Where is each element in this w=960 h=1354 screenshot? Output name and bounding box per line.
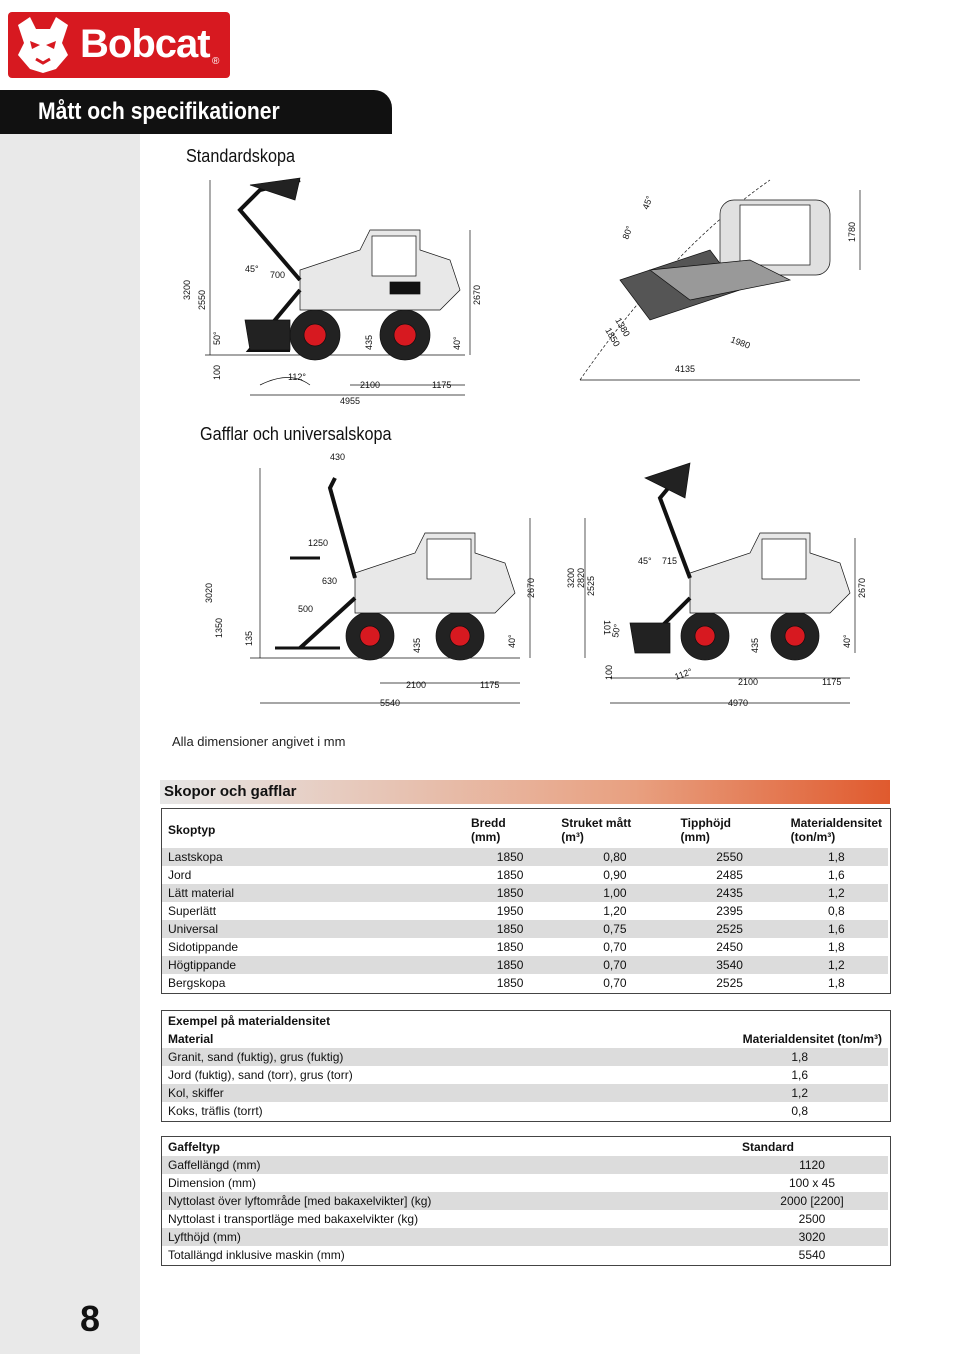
dim-label: 40°	[507, 634, 517, 648]
bucket-width: 1850	[496, 940, 524, 954]
bucket-density: 0,8	[827, 904, 845, 918]
bucket-name: Lastskopa	[168, 850, 223, 864]
dimensions-note: Alla dimensioner angivet i mm	[172, 734, 346, 749]
dim-label: 700	[270, 270, 286, 280]
table-row	[162, 1246, 888, 1264]
materials-header-density: Materialdensitet (ton/m³)	[742, 1032, 882, 1046]
dim-label: 3200	[566, 567, 576, 588]
table-row	[162, 1156, 888, 1174]
bucket-density: 1,6	[827, 922, 845, 936]
table-row	[162, 920, 888, 938]
buckets-header-row	[162, 812, 888, 848]
fork-spec-value: 3020	[798, 1230, 826, 1244]
bucket-volume: 0,70	[603, 976, 627, 990]
left-margin-strip	[0, 134, 140, 1354]
material-name: Koks, träflis (torrt)	[168, 1104, 263, 1118]
bucket-volume: 0,80	[603, 850, 627, 864]
materials-header-material: Material	[168, 1032, 214, 1046]
fork-spec-name: Nyttolast över lyftområde [med bakaxelvikter] (kg)	[168, 1194, 432, 1208]
bucket-dump: 2550	[716, 850, 743, 864]
table-row	[162, 866, 888, 884]
dim-label: 5540	[380, 698, 401, 708]
bobcat-logo	[8, 12, 230, 78]
page-header	[0, 0, 960, 88]
dim-label: 2820	[576, 567, 586, 588]
dim-label: 1250	[308, 538, 329, 548]
fork-spec-name: Nyttolast i transportläge med bakaxelvikter (kg)	[168, 1212, 419, 1226]
dim-label: 1980	[729, 334, 752, 351]
dim-label: 2100	[406, 680, 427, 690]
dim-label: 112°	[288, 372, 306, 382]
bucket-volume: 0,70	[603, 940, 627, 954]
dim-label: 2670	[526, 577, 536, 598]
material-name: Granit, sand (fuktig), grus (fuktig)	[168, 1050, 344, 1064]
bobcat-head-icon	[12, 15, 74, 75]
table-row	[162, 1210, 888, 1228]
bucket-name: Jord	[168, 868, 192, 882]
dim-label: 45°	[638, 556, 652, 566]
material-name: Kol, skiffer	[168, 1086, 224, 1100]
fork-spec-value: 100 x 45	[788, 1176, 836, 1190]
table-row	[162, 1228, 888, 1246]
dim-label: 630	[322, 576, 338, 586]
dim-label: 435	[750, 637, 760, 653]
dim-label: 1780	[847, 221, 857, 242]
bucket-width: 1850	[496, 886, 524, 900]
dim-label: 715	[662, 556, 678, 566]
fork-spec-value: 1120	[799, 1158, 825, 1172]
dim-label: 2100	[360, 380, 381, 390]
dim-label: 2525	[586, 575, 596, 596]
fork-spec-name: Totallängd inklusive maskin (mm)	[168, 1248, 345, 1262]
dim-label: 80°	[620, 224, 635, 241]
bucket-name: Lätt material	[168, 886, 235, 900]
table-row	[162, 956, 888, 974]
bucket-width: 1850	[496, 922, 524, 936]
bucket-density: 1,2	[827, 958, 845, 972]
bucket-name: Universal	[168, 922, 219, 936]
bucket-volume: 1,00	[603, 886, 627, 900]
dim-label: 1350	[214, 617, 224, 638]
table-row	[162, 1192, 888, 1210]
bucket-volume: 0,90	[603, 868, 627, 882]
dim-label: 112°	[673, 666, 694, 682]
table-row	[162, 1102, 888, 1120]
material-density: 0,8	[791, 1104, 808, 1118]
forks-table	[162, 1138, 888, 1264]
bucket-density: 1,8	[827, 976, 845, 990]
dim-label: 430	[330, 452, 346, 462]
dim-label: 500	[298, 604, 314, 614]
dim-label: 2670	[857, 577, 867, 598]
header-density: Materialdensitet (ton/m³)	[790, 816, 882, 844]
bucket-width: 1850	[496, 868, 524, 882]
dim-label: 2100	[738, 677, 759, 687]
material-density: 1,8	[791, 1050, 808, 1064]
bucket-dump: 2450	[716, 940, 743, 954]
bucket-dump: 2525	[716, 922, 743, 936]
dim-label: 3200	[182, 279, 192, 300]
dim-label: 2550	[197, 289, 207, 310]
header-volume: Struket mått (m³)	[561, 816, 632, 844]
dim-label: 3020	[204, 582, 214, 603]
fork-spec-value: 2000 [2200]	[780, 1194, 844, 1208]
buckets-title: Skopor och gafflar	[164, 783, 297, 800]
fork-spec-name: Lyfthöjd (mm)	[168, 1230, 241, 1244]
bucket-name: Högtippande	[168, 958, 237, 972]
table-row	[162, 902, 888, 920]
dim-label: 1850	[603, 326, 622, 349]
bucket-name: Sidotippande	[168, 940, 239, 954]
material-name: Jord (fuktig), sand (torr), grus (torr)	[168, 1068, 353, 1082]
bucket-density: 1,6	[827, 868, 845, 882]
bucket-width: 1950	[496, 904, 524, 918]
bucket-density: 1,8	[827, 850, 845, 864]
bucket-volume: 0,70	[603, 958, 627, 972]
bucket-dump: 3540	[716, 958, 743, 972]
dim-label: 1380	[613, 316, 632, 339]
dim-label: 4135	[675, 364, 696, 374]
material-density: 1,2	[791, 1086, 808, 1100]
brand-name: Bobcat	[80, 22, 210, 66]
bucket-name: Superlätt	[168, 904, 217, 918]
dim-label: 50°	[610, 623, 623, 639]
dim-label: 40°	[842, 634, 852, 648]
bucket-dump: 2395	[716, 904, 743, 918]
dim-label: 40°	[452, 336, 462, 350]
dim-label: 2670	[472, 284, 482, 305]
standard-bucket-diagram	[150, 170, 870, 410]
dim-label: 1175	[480, 680, 500, 690]
table-row	[162, 1048, 888, 1066]
table-row	[162, 884, 888, 902]
forks-header-type: Gaffeltyp	[168, 1140, 221, 1154]
bucket-width: 1850	[496, 976, 524, 990]
section-title-standard: Standardskopa	[186, 146, 295, 166]
table-row	[162, 1174, 888, 1192]
dim-label: 4955	[340, 396, 361, 406]
title-bar	[0, 90, 392, 134]
bucket-volume: 0,75	[603, 922, 627, 936]
forks-bucket-diagram	[190, 448, 870, 710]
dim-label: 135	[244, 630, 254, 646]
materials-table	[162, 1012, 888, 1120]
table-row	[162, 938, 888, 956]
dim-label: 4970	[728, 698, 749, 708]
dim-label: 1175	[822, 677, 842, 687]
bucket-name: Bergskopa	[168, 976, 226, 990]
dim-label: 435	[412, 637, 422, 653]
table-row	[162, 848, 888, 866]
buckets-table	[162, 812, 888, 992]
bucket-width: 1850	[496, 850, 524, 864]
bucket-dump: 2525	[716, 976, 743, 990]
dim-label: 50°	[212, 331, 222, 345]
header-dump: Tipphöjd (mm)	[680, 816, 731, 844]
page-title: Mått och specifikationer	[38, 98, 280, 125]
table-row	[162, 1066, 888, 1084]
header-type: Skoptyp	[168, 823, 216, 837]
forks-header-std: Standard	[742, 1140, 795, 1154]
bucket-density: 1,8	[827, 940, 845, 954]
header-width: Bredd (mm)	[471, 816, 506, 844]
fork-spec-name: Gaffellängd (mm)	[168, 1158, 261, 1172]
fork-spec-name: Dimension (mm)	[168, 1176, 257, 1190]
fork-spec-value: 5540	[798, 1248, 826, 1262]
bucket-dump: 2485	[716, 868, 743, 882]
bucket-volume: 1,20	[603, 904, 627, 918]
buckets-title-bar	[160, 780, 890, 804]
section-title-forks: Gafflar och universalskopa	[200, 424, 392, 444]
bucket-dump: 2435	[716, 886, 743, 900]
dim-label: 435	[364, 334, 374, 350]
bucket-density: 1,2	[827, 886, 845, 900]
dim-label: 1175	[432, 380, 452, 390]
table-row	[162, 1084, 888, 1102]
dim-label: 100	[604, 664, 614, 680]
dim-label: 45°	[640, 194, 655, 211]
fork-spec-value: 2500	[798, 1212, 826, 1226]
dim-label: 45°	[245, 264, 259, 274]
bucket-width: 1850	[496, 958, 524, 972]
table-row	[162, 974, 888, 992]
material-density: 1,6	[791, 1068, 808, 1082]
materials-title: Exempel på materialdensitet	[168, 1014, 331, 1028]
dim-label: 100	[212, 364, 222, 380]
page-number: 8	[80, 1298, 101, 1339]
brand-reg: ®	[212, 56, 220, 67]
dim-label: 101	[602, 620, 612, 636]
